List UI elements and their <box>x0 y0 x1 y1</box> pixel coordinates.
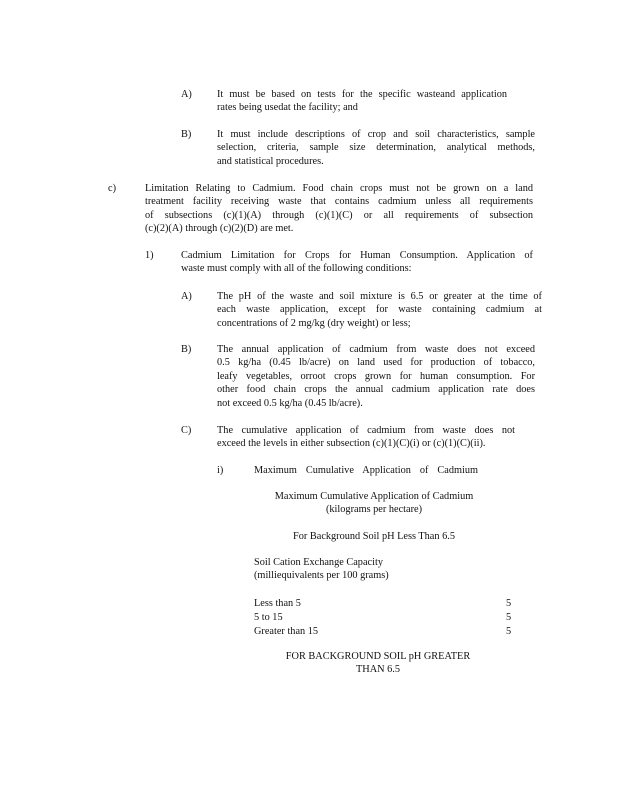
section-1-label: 1) <box>145 250 154 261</box>
text-line: concentrations of 2 mg/kg (dry weight) or less; <box>217 317 411 329</box>
item-b-text <box>217 128 535 168</box>
text-line: each waste application, except for waste containing cadmium at <box>217 304 542 316</box>
item-a-text <box>217 88 507 115</box>
table-row-value: 5 <box>506 598 512 609</box>
sub-c-text <box>217 424 515 451</box>
section-c-label: c) <box>108 183 116 194</box>
text-line: leafy vegetables, orroot crops grown for human consumption. For <box>217 370 535 382</box>
table-title <box>254 490 494 517</box>
table-row-range: 5 to 15 <box>254 612 283 623</box>
sub-a-label: A) <box>181 291 192 302</box>
sub-b-label: B) <box>181 344 192 355</box>
text-line: waste must comply with all of the following conditions: <box>181 263 412 275</box>
text-line: and statistical procedures. <box>217 155 324 167</box>
text-line: Maximum Cumulative Application of Cadmium <box>254 465 478 476</box>
text-line: 0.5 kg/ha (0.45 lb/acre) on land used for production of tobacco, <box>217 357 535 369</box>
sub-i-text <box>254 464 478 477</box>
table-row-value: 5 <box>506 612 512 623</box>
text-line: (kilograms per hectare) <box>325 504 423 516</box>
sub-b-text <box>217 343 535 410</box>
item-b-label: B) <box>181 129 192 140</box>
sub-c-label: C) <box>181 425 192 436</box>
text-line: FOR BACKGROUND SOIL pH GREATER <box>285 651 471 662</box>
sub-i-label: i) <box>217 465 224 476</box>
text-line: selection, criteria, sample size determination, analytical methods, <box>217 142 535 154</box>
text-line: Limitation Relating to Cadmium. Food chain crops must not be grown on a land <box>145 183 533 194</box>
text-line: Maximum Cumulative Application of Cadmium <box>274 491 474 502</box>
text-line: not exceed 0.5 kg/ha (0.45 lb/acre). <box>217 397 363 409</box>
text-line: The annual application of cadmium from waste does not exceed <box>217 344 535 355</box>
text-line: (c)(2)(A) through (c)(2)(D) are met. <box>145 223 294 235</box>
table-condition-2 <box>250 650 506 677</box>
text-line: The pH of the waste and soil mixture is 6.5 or greater at the time of <box>217 291 542 302</box>
text-line: Cadmium Limitation for Crops for Human Consumption. Application of <box>181 250 533 261</box>
table-row-value: 5 <box>506 626 512 637</box>
table-condition: For Background Soil pH Less Than 6.5 <box>293 531 455 542</box>
sub-a-text <box>217 290 542 330</box>
text-line: other food chain crops the annual cadmium application rate does <box>217 384 535 396</box>
text-line: Soil Cation Exchange Capacity <box>254 557 383 568</box>
text-line: It must be based on tests for the specific wasteand application <box>217 89 507 100</box>
table-column-header <box>254 556 389 583</box>
item-a-label: A) <box>181 89 192 100</box>
table-row-range: Less than 5 <box>254 598 301 609</box>
text-line: treatment facility receiving waste that contains cadmium unless all requirements <box>145 196 533 208</box>
section-c-text <box>145 182 533 236</box>
text-line: rates being usedat the facility; and <box>217 102 358 114</box>
text-line: The cumulative application of cadmium from waste does not <box>217 425 515 436</box>
text-line: THAN 6.5 <box>355 664 401 676</box>
table-row-range: Greater than 15 <box>254 626 319 637</box>
text-line: It must include descriptions of crop and soil characteristics, sample <box>217 129 535 140</box>
text-line: (milliequivalents per 100 grams) <box>254 570 389 582</box>
text-line: of subsections (c)(1)(A) through (c)(1)(C) or all requirements of subsection <box>145 209 533 221</box>
text-line: exceed the levels in either subsection (c)(1)(C)(i) or (c)(1)(C)(ii). <box>217 438 486 450</box>
section-1-text <box>181 249 533 276</box>
